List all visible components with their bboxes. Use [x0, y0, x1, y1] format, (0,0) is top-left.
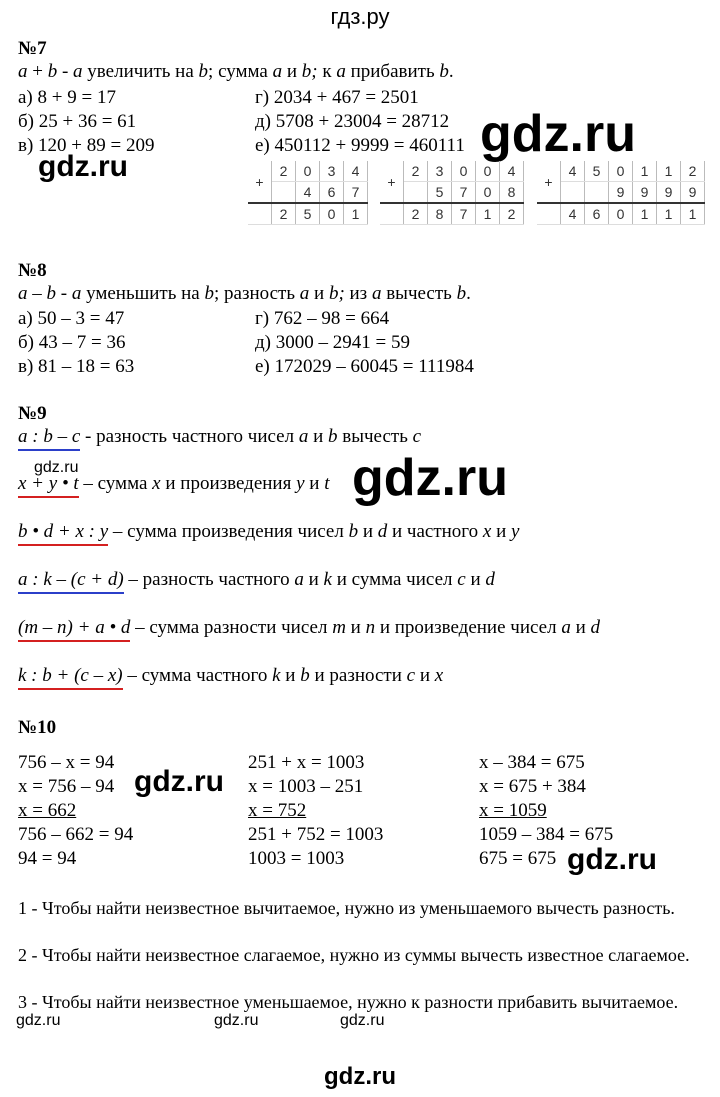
expression-description-fragment: b: [328, 426, 338, 447]
column-addition-3: + 4 5 0 1 1 2 9 9 9 9 4 6 0 1 1 1: [537, 161, 705, 225]
watermark: gdz.ru: [34, 459, 79, 476]
expression-line: [18, 665, 443, 687]
expression-description-fragment: b: [300, 665, 310, 686]
expression-description-fragment: вычесть: [337, 426, 413, 447]
task8-intro-fragment: вычесть: [381, 283, 457, 304]
task7-intro-fragment: ; сумма: [208, 61, 273, 82]
task7-intro-fragment: +: [27, 61, 48, 82]
expression-description-fragment: - разность частного чисел: [80, 426, 299, 447]
task8-intro-fragment: ; разность: [214, 283, 300, 304]
expression-description-fragment: k: [323, 569, 332, 590]
task8-item: а) 50 – 3 = 47: [18, 308, 125, 329]
expression-description-fragment: и: [280, 665, 301, 686]
watermark: gdz.ru: [324, 1063, 396, 1090]
rule-1: 1 - Чтобы найти неизвестное вычитаемое, нужно из уменьшаемого вычесть разность.: [18, 898, 675, 918]
task8-intro-fragment: -: [56, 283, 72, 304]
watermark: gdz.ru: [567, 843, 657, 876]
task7-intro-fragment: b: [47, 61, 58, 82]
task7-item: б) 25 + 36 = 61: [18, 111, 137, 132]
task7-intro-fragment: b: [198, 61, 209, 82]
equation-column-2: [248, 751, 383, 871]
expression-description-fragment: и произведение чисел: [375, 617, 562, 638]
task8-intro-fragment: b: [456, 283, 467, 304]
expression-description-fragment: – сумма разности чисел: [130, 617, 333, 638]
expression-description-fragment: и сумма чисел: [331, 569, 458, 590]
expression-description-fragment: a: [294, 569, 304, 590]
watermark: gdz.ru: [214, 1012, 259, 1029]
task8-item: е) 172029 – 60045 = 111984: [255, 356, 474, 377]
expression-description-fragment: c: [457, 569, 466, 590]
expression-description-fragment: a: [561, 617, 571, 638]
watermark: gdz.ru: [38, 150, 128, 183]
expression-line: [18, 521, 519, 543]
watermark: gdz.ru: [134, 765, 224, 798]
task7-intro-fragment: прибавить: [345, 61, 440, 82]
expression-description-fragment: y: [296, 473, 305, 494]
expression-description-fragment: d: [485, 569, 495, 590]
expression-line: [18, 473, 329, 495]
expression-description-fragment: t: [324, 473, 330, 494]
task7-intro-fragment: к: [317, 61, 337, 82]
equation-line: x = 756 – 94: [18, 776, 115, 797]
watermark: gdz.ru: [340, 1012, 385, 1029]
task7-item: в) 120 + 89 = 209: [18, 135, 155, 156]
expression-description-fragment: и разности: [309, 665, 407, 686]
expression: a : b – c: [18, 426, 80, 451]
equation-column-3: [479, 751, 613, 871]
rule-3: 3 - Чтобы найти неизвестное уменьшаемое, нужно к разности прибавить вычитаемое.: [18, 992, 679, 1012]
expression-description-fragment: y: [511, 521, 520, 542]
task8-intro-fragment: и: [309, 283, 329, 304]
equation-answer: x = 752: [248, 800, 307, 821]
task8-right-column: [255, 307, 474, 379]
expression-description-fragment: x: [434, 665, 444, 686]
equation-column-1: [18, 751, 133, 871]
equation-line: x = 1003 – 251: [248, 776, 364, 797]
task8-intro-fragment: –: [27, 283, 47, 304]
expression-description-fragment: d: [377, 521, 388, 542]
expression-description-fragment: и частного: [387, 521, 483, 542]
task7-title: №7: [18, 38, 47, 59]
watermark: gdz.ru: [16, 1012, 61, 1029]
task8-intro-fragment: уменьшить на: [81, 283, 205, 304]
task7-item: е) 450112 + 9999 = 460111: [255, 135, 465, 156]
equation-line: 756 – x = 94: [18, 752, 115, 773]
expression-description-fragment: – сумма: [78, 473, 153, 494]
task8-intro-fragment: a: [18, 283, 28, 304]
expression-description-fragment: – сумма частного: [122, 665, 273, 686]
task8-intro-fragment: a: [299, 283, 310, 304]
task7-item: д) 5708 + 23004 = 28712: [255, 111, 450, 132]
task8-title: №8: [18, 260, 47, 281]
column-addition-1: + 2 0 3 4 4 6 7 2 5 0 1: [248, 161, 368, 225]
expression-description-fragment: c: [412, 426, 422, 447]
expression-description-fragment: и: [304, 473, 325, 494]
expression-description-fragment: m: [332, 617, 346, 638]
task7-intro: [18, 61, 454, 83]
task7-intro-fragment: a: [73, 61, 83, 82]
expression-description-fragment: x: [152, 473, 161, 494]
equation-check: 94 = 94: [18, 848, 77, 869]
expression: (m – n) + a • d: [18, 617, 130, 642]
task8-intro-fragment: b: [46, 283, 56, 304]
expression-line: [18, 569, 495, 591]
equation-check: 251 + 752 = 1003: [248, 824, 384, 845]
equation-check: 1003 = 1003: [248, 848, 345, 869]
expression-description-fragment: x: [482, 521, 492, 542]
expression-line: [18, 426, 421, 448]
task7-intro-fragment: .: [448, 61, 454, 82]
expression-description-fragment: – разность частного: [123, 569, 295, 590]
expression-description-fragment: и произведения: [160, 473, 297, 494]
expression-description-fragment: и: [491, 521, 511, 542]
task8-intro-fragment: из: [344, 283, 372, 304]
task7-intro-fragment: a: [272, 61, 283, 82]
expression-description-fragment: и: [358, 521, 378, 542]
expression: b • d + x : y: [18, 521, 108, 546]
expression-description-fragment: и: [303, 569, 324, 590]
task8-left-column: [18, 307, 134, 379]
expression-description-fragment: k: [272, 665, 281, 686]
equation-answer: x = 662: [18, 800, 77, 821]
expression-description-fragment: – сумма произведения чисел: [108, 521, 349, 542]
task8-intro-fragment: b: [204, 283, 214, 304]
expression: a : k – (c + d): [18, 569, 124, 594]
equation-check: 756 – 662 = 94: [18, 824, 134, 845]
task10-title: №10: [18, 717, 57, 738]
task8-item: д) 3000 – 2941 = 59: [255, 332, 410, 353]
task7-intro-fragment: b: [439, 61, 449, 82]
task8-intro-fragment: a: [71, 283, 82, 304]
expression: k : b + (c – x): [18, 665, 123, 690]
expression-description-fragment: n: [365, 617, 376, 638]
task8-intro-fragment: b;: [328, 283, 345, 304]
task7-left-column: [18, 86, 154, 158]
task8-item: г) 762 – 98 = 664: [255, 308, 390, 329]
equation-line: 251 + x = 1003: [248, 752, 365, 773]
expression: x + y • t: [18, 473, 79, 498]
equation-check: 675 = 675: [479, 848, 557, 869]
task7-intro-fragment: и: [282, 61, 302, 82]
task8-intro-fragment: a: [371, 283, 382, 304]
column-addition-2: + 2 3 0 0 4 5 7 0 8 2 8 7 1 2: [380, 161, 524, 225]
equation-line: x = 675 + 384: [479, 776, 586, 797]
expression-description-fragment: и: [570, 617, 591, 638]
equation-answer: x = 1059: [479, 800, 547, 821]
task7-intro-fragment: -: [57, 61, 74, 82]
expression-description-fragment: c: [406, 665, 416, 686]
expression-description-fragment: и: [345, 617, 366, 638]
rule-2: 2 - Чтобы найти неизвестное слагаемое, нужно из суммы вычесть известное слагаемое.: [18, 945, 690, 965]
task7-intro-fragment: a: [18, 61, 28, 82]
site-title[interactable]: гдз.ру: [330, 4, 390, 29]
task7-right-column: [255, 86, 465, 158]
task7-intro-fragment: a: [336, 61, 346, 82]
expression-line: [18, 617, 600, 639]
task8-item: б) 43 – 7 = 36: [18, 332, 126, 353]
task7-intro-fragment: b;: [301, 61, 318, 82]
task8-intro: [18, 283, 471, 305]
equation-check: 1059 – 384 = 675: [479, 824, 614, 845]
plus-sign: +: [380, 161, 404, 203]
task7-intro-fragment: увеличить на: [82, 61, 199, 82]
expression-description-fragment: и: [308, 426, 329, 447]
task8-intro-fragment: .: [466, 283, 471, 304]
watermark: gdz.ru: [352, 449, 508, 507]
expression-description-fragment: a: [298, 426, 309, 447]
expression-description-fragment: b: [348, 521, 359, 542]
task7-item: а) 8 + 9 = 17: [18, 87, 116, 108]
task7-item: г) 2034 + 467 = 2501: [255, 87, 419, 108]
task8-item: в) 81 – 18 = 63: [18, 356, 135, 377]
plus-sign: +: [537, 161, 561, 203]
expression-description-fragment: d: [590, 617, 600, 638]
task9-title: №9: [18, 403, 47, 424]
plus-sign: +: [248, 161, 272, 203]
expression-description-fragment: и: [465, 569, 486, 590]
expression-description-fragment: и: [415, 665, 435, 686]
watermark: gdz.ru: [480, 105, 636, 163]
equation-line: x – 384 = 675: [479, 752, 585, 773]
